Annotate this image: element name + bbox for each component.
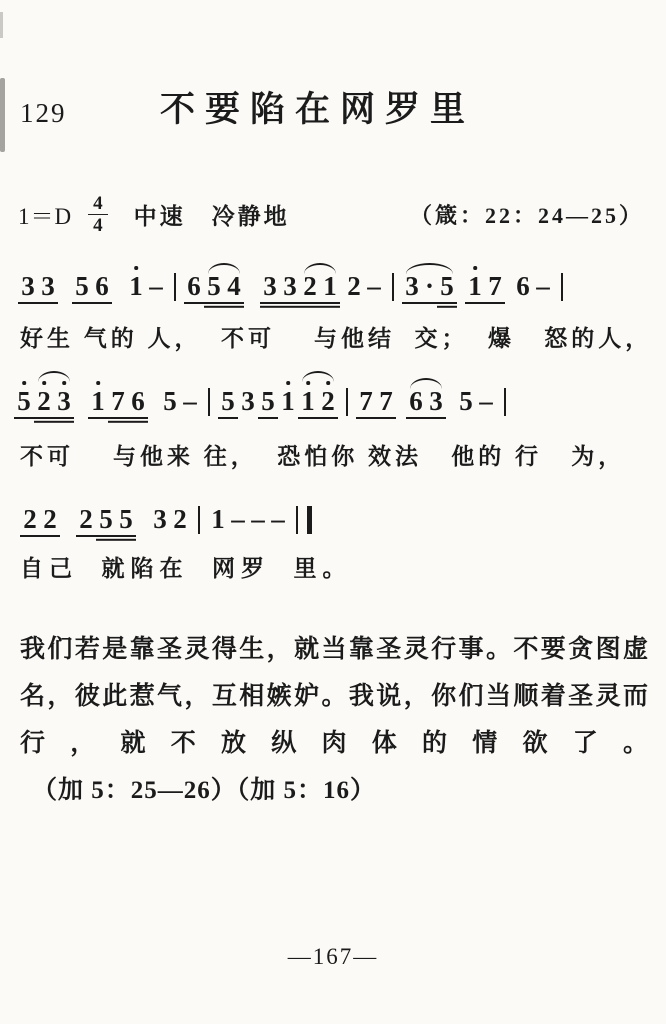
scripture-paragraph-references: （加 5：25—26）（加 5：16）	[32, 777, 377, 804]
note: 1	[465, 261, 485, 310]
note-gap	[60, 494, 76, 495]
dash-note: –	[536, 271, 550, 301]
note: 2	[34, 376, 54, 425]
note: 2	[40, 494, 60, 543]
time-signature	[88, 194, 108, 235]
note: 5	[459, 386, 473, 416]
note-gap	[244, 261, 260, 262]
note: 3	[426, 376, 446, 425]
scan-edge-artifact	[0, 78, 5, 152]
note-gap	[446, 376, 456, 377]
tempo-key-row	[18, 194, 644, 235]
note: 1	[278, 376, 298, 425]
slur	[38, 371, 70, 382]
note: 1	[211, 504, 225, 534]
scan-edge-artifact	[0, 12, 3, 38]
scripture-paragraph	[20, 626, 650, 814]
note: 5	[437, 261, 457, 310]
note: 1	[126, 261, 146, 310]
note-gap	[148, 376, 160, 377]
note: 3	[241, 386, 255, 416]
note: 7	[356, 376, 376, 425]
lyric-line-2: 不可 与他来 往， 恐怕你 效法 他的 行 为，	[20, 444, 626, 469]
octave-dot	[22, 381, 26, 385]
barline	[174, 273, 176, 301]
note: 3	[18, 261, 38, 310]
slur	[302, 371, 334, 382]
music-line-2	[14, 376, 514, 428]
note-gap	[396, 376, 406, 377]
note: 2	[20, 494, 40, 543]
note: 5	[14, 376, 34, 425]
note-gap	[457, 261, 465, 262]
dot-note: ·	[422, 261, 437, 310]
barline	[346, 388, 348, 416]
note-gap	[505, 261, 513, 262]
lyric-line-1: 好生 气的 人， 不可 与他结 交； 爆 怒的人，	[20, 326, 653, 351]
barline	[504, 388, 506, 416]
note-gap	[74, 376, 88, 377]
key-signature: 1＝D	[18, 204, 73, 229]
note: 6	[184, 261, 204, 310]
music-line-3	[20, 494, 320, 546]
dash-note: –	[231, 504, 245, 534]
note: 6	[128, 376, 148, 425]
note: 6	[92, 261, 112, 310]
barline	[392, 273, 394, 301]
note: 6	[406, 376, 426, 425]
dash-note: –	[479, 386, 493, 416]
tempo-marking: 中速	[133, 204, 186, 229]
note-gap	[136, 494, 150, 495]
time-signature-numerator: 4	[88, 194, 108, 215]
note: 2	[347, 271, 361, 301]
note: 7	[108, 376, 128, 425]
note: 3	[153, 504, 167, 534]
expression-marking: 冷静地	[211, 204, 290, 229]
lyric-line-3: 自己 就陷在 网罗 里。	[20, 556, 352, 581]
time-signature-denominator: 4	[93, 215, 103, 236]
note: 3	[38, 261, 58, 310]
note: 3	[402, 261, 422, 310]
note: 5	[72, 261, 92, 310]
note: 3	[260, 261, 280, 310]
octave-dot	[473, 266, 477, 270]
note: 1	[88, 376, 108, 425]
octave-dot	[134, 266, 138, 270]
note: 5	[218, 376, 238, 425]
note: 5	[163, 386, 177, 416]
hymn-number: 129	[20, 98, 67, 128]
octave-dot	[286, 381, 290, 385]
note-gap	[112, 261, 126, 262]
note: 3	[280, 261, 300, 310]
dash-note: –	[183, 386, 197, 416]
note: 2	[318, 376, 338, 425]
note: 5	[258, 376, 278, 425]
note: 2	[173, 504, 187, 534]
page-title: 不要陷在网罗里	[160, 90, 476, 129]
dash-note: –	[367, 271, 381, 301]
scripture-text: 我们若是靠圣灵得生，就当靠圣灵行事。不要贪图虚名，彼此惹气，互相嫉妒。我说，你们当顺着圣灵而行，就不放纵肉体的情欲了。	[20, 636, 650, 757]
barline	[208, 388, 210, 416]
note-gap	[58, 261, 72, 262]
note: 4	[224, 261, 244, 310]
note: 7	[376, 376, 396, 425]
note: 6	[516, 271, 530, 301]
note: 5	[204, 261, 224, 310]
music-line-1	[18, 261, 571, 313]
dash-note: –	[271, 504, 285, 534]
scripture-reference: （箴：22：24—25）	[409, 203, 644, 228]
note: 2	[300, 261, 320, 310]
note: 1	[298, 376, 318, 425]
dash-note: –	[251, 504, 265, 534]
note: 1	[320, 261, 340, 310]
note: 5	[116, 494, 136, 543]
barline	[198, 506, 200, 534]
dash-note: –	[149, 271, 163, 301]
octave-dot	[96, 381, 100, 385]
barline	[561, 273, 563, 301]
note: 3	[54, 376, 74, 425]
note: 7	[485, 261, 505, 310]
final-barline	[296, 506, 312, 534]
page-number: —167—	[287, 944, 379, 969]
note: 2	[76, 494, 96, 543]
note: 5	[96, 494, 116, 543]
